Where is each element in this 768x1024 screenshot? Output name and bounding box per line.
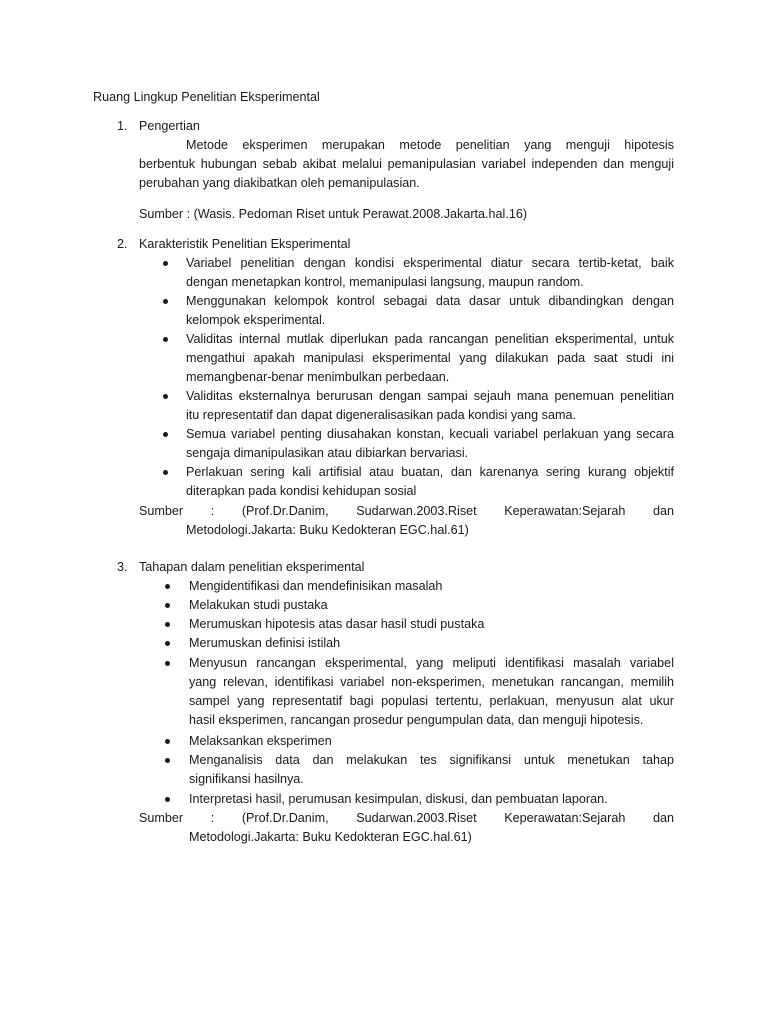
list-item-line: mengathui apakah manipulasi eksperimental yang dilakukan pada saat studi ini	[186, 351, 674, 365]
list-item-line: Melaksankan eksperimen	[189, 734, 332, 748]
list-item-line: yang relevan, identifikasi variabel non-eksperimen, menetukan rancangan, memilih	[189, 675, 674, 689]
bullet-icon	[165, 758, 170, 763]
list-item-line: Merumuskan definisi istilah	[189, 636, 341, 650]
bullet-icon	[165, 661, 170, 666]
list-item-line: Interpretasi hasil, perumusan kesimpulan, diskusi, dan pembuatan laporan.	[189, 792, 608, 806]
list-item-line: dengan menetapkan kontrol, memanipulasi langsung, maupun random.	[186, 275, 584, 289]
document-title: Ruang Lingkup Penelitian Eksperimental	[93, 90, 320, 104]
bullet-icon	[163, 394, 168, 399]
list-item-line: hasil eksperimen, rancangan prosedur pengumpulan data, dan menguji hipotesis.	[189, 713, 644, 727]
list-item-line: Menganalisis data dan melakukan tes signifikansi untuk menetukan tahap	[189, 753, 674, 767]
section-1-paragraph-line: Metode eksperimen merupakan metode penelitian yang menguji hipotesis	[186, 138, 674, 152]
section-3-number: 3.	[117, 560, 128, 574]
section-1-paragraph-line: perubahan yang diakibatkan oleh pemanipulasian.	[139, 176, 420, 190]
list-item-line: Perlakuan sering kali artifisial atau buatan, dan karenanya sering kurang objektif	[186, 465, 674, 479]
list-item-line: itu representatif dan dapat digeneralisasikan pada kondisi yang sama.	[186, 408, 576, 422]
list-item-line: signifikansi hasilnya.	[189, 772, 304, 786]
bullet-icon	[163, 470, 168, 475]
section-1-paragraph-line: berbentuk hubungan sebab akibat melalui pemanipulasian variabel independen dan menguji	[139, 157, 674, 171]
list-item-line: Melakukan studi pustaka	[189, 598, 328, 612]
bullet-icon	[165, 739, 170, 744]
list-item-line: Menyusun rancangan eksperimental, yang meliputi identifikasi masalah variabel	[189, 656, 674, 670]
section-3-heading: Tahapan dalam penelitian eksperimental	[139, 560, 365, 574]
list-item-line: sengaja dimanipulasikan atau dibiarkan bervariasi.	[186, 446, 469, 460]
list-item-line: Validitas internal mutlak diperlukan pada rancangan penelitian eksperimental, untuk	[186, 332, 674, 346]
section-2-heading: Karakteristik Penelitian Eksperimental	[139, 237, 351, 251]
section-1-source: Sumber : (Wasis. Pedoman Riset untuk Perawat.2008.Jakarta.hal.16)	[139, 207, 528, 221]
list-item-line: kelompok eksperimental.	[186, 313, 326, 327]
list-item-line: diterapkan pada kondisi kehidupan sosial	[186, 484, 417, 498]
section-1-heading: Pengertian	[139, 119, 200, 133]
bullet-icon	[165, 797, 170, 802]
list-item-line: Semua variabel penting diusahakan konstan, kecuali variabel perlakuan yang secara	[186, 427, 674, 441]
bullet-icon	[165, 622, 170, 627]
bullet-icon	[163, 432, 168, 437]
section-2-number: 2.	[117, 237, 128, 251]
section-3-source-line: Metodologi.Jakarta: Buku Kedokteran EGC.hal.61)	[189, 830, 472, 844]
bullet-icon	[163, 261, 168, 266]
list-item-line: memangbenar-benar menimbulkan perbedaan.	[186, 370, 450, 384]
list-item-line: Merumuskan hipotesis atas dasar hasil studi pustaka	[189, 617, 485, 631]
list-item-line: Variabel penelitian dengan kondisi eksperimental diatur secara tertib-ketat, baik	[186, 256, 674, 270]
list-item-line: Menggunakan kelompok kontrol sebagai data dasar untuk dibandingkan dengan	[186, 294, 674, 308]
section-1-number: 1.	[117, 119, 128, 133]
bullet-icon	[165, 641, 170, 646]
section-3-source-line: Sumber : (Prof.Dr.Danim, Sudarwan.2003.Riset Keperawatan:Sejarah dan	[139, 811, 674, 825]
bullet-icon	[165, 584, 170, 589]
list-item-line: sampel yang representatif bagi populasi tertentu, perlakuan, menyusun alat ukur	[189, 694, 674, 708]
section-2-source-line: Metodologi.Jakarta: Buku Kedokteran EGC.hal.61)	[186, 523, 469, 537]
bullet-icon	[163, 299, 168, 304]
bullet-icon	[163, 337, 168, 342]
list-item-line: Mengidentifikasi dan mendefinisikan masalah	[189, 579, 443, 593]
section-2-source-line: Sumber : (Prof.Dr.Danim, Sudarwan.2003.Riset Keperawatan:Sejarah dan	[139, 504, 674, 518]
list-item-line: Validitas eksternalnya berurusan dengan sampai sejauh mana penemuan penelitian	[186, 389, 674, 403]
bullet-icon	[165, 603, 170, 608]
